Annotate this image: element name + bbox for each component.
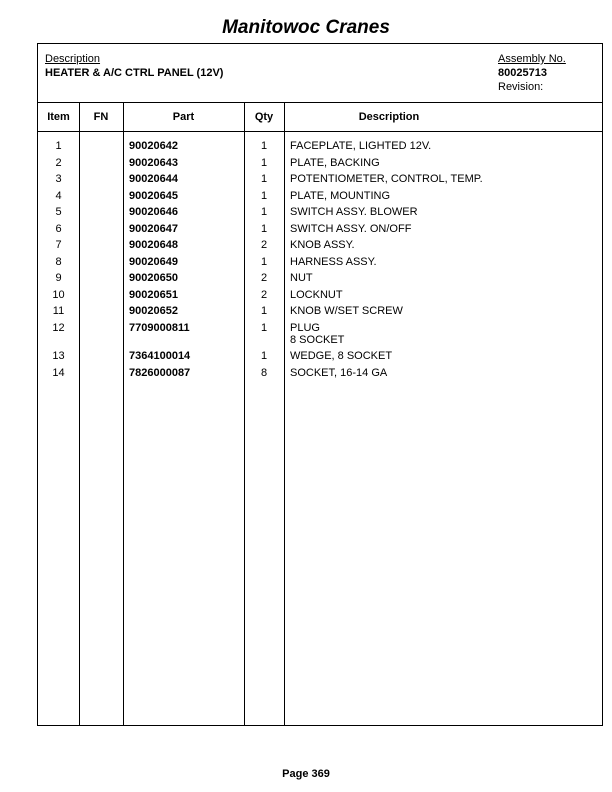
- description-cell: WEDGE, 8 SOCKET: [290, 350, 393, 362]
- item-cell: 4: [55, 189, 62, 202]
- parts-list-frame: [37, 43, 603, 726]
- assembly-label: Assembly No.: [498, 53, 566, 65]
- part-cell: 90020645: [129, 189, 178, 202]
- part-cell: 90020643: [129, 156, 178, 169]
- qty-cell: 1: [260, 222, 268, 235]
- part-cell: 90020649: [129, 255, 178, 268]
- qty-cell: 1: [260, 255, 268, 268]
- item-cell: 6: [55, 222, 62, 235]
- table-row: [38, 171, 602, 188]
- part-cell: 90020651: [129, 288, 178, 301]
- item-cell: 1: [55, 140, 62, 152]
- revision-label: Revision:: [498, 81, 544, 93]
- column-header-description: Description: [358, 111, 420, 123]
- qty-cell: 2: [260, 239, 268, 251]
- description-cell: PLATE, BACKING: [290, 156, 380, 169]
- table-row: [38, 303, 602, 320]
- item-cell: 5: [55, 206, 62, 218]
- qty-cell: 1: [260, 173, 268, 185]
- description-cell: PLUG 8 SOCKET: [290, 321, 345, 346]
- description-cell: KNOB W/SET SCREW: [290, 305, 403, 317]
- qty-cell: 8: [260, 366, 268, 379]
- item-cell: 9: [55, 272, 62, 284]
- qty-cell: 1: [260, 156, 268, 169]
- description-cell: LOCKNUT: [290, 288, 343, 301]
- part-cell: 90020650: [129, 272, 178, 284]
- description-cell: SWITCH ASSY. ON/OFF: [290, 222, 412, 235]
- part-cell: 90020642: [129, 140, 178, 152]
- item-cell: 10: [52, 288, 65, 301]
- description-cell: FACEPLATE, LIGHTED 12V.: [290, 140, 432, 152]
- description-cell: PLATE, MOUNTING: [290, 189, 391, 202]
- qty-cell: 1: [260, 305, 268, 317]
- qty-cell: 1: [260, 189, 268, 202]
- assembly-value: 80025713: [498, 67, 547, 79]
- assembly-header: [38, 44, 602, 103]
- column-header-fn: FN: [93, 111, 109, 123]
- part-cell: 90020646: [129, 206, 178, 218]
- table-row: [38, 254, 602, 271]
- description-cell: SOCKET, 16-14 GA: [290, 366, 388, 379]
- item-cell: 13: [52, 350, 65, 362]
- table-row: [38, 270, 602, 287]
- description-cell: SWITCH ASSY. BLOWER: [290, 206, 418, 218]
- part-cell: 90020644: [129, 173, 178, 185]
- description-label: Description: [45, 53, 101, 65]
- item-cell: 12: [52, 321, 65, 334]
- description-value: HEATER & A/C CTRL PANEL (12V): [45, 67, 224, 79]
- table-row: [38, 221, 602, 238]
- table-row: [38, 320, 602, 349]
- table-row: [38, 204, 602, 221]
- parts-table-body: [38, 138, 602, 381]
- item-cell: 11: [52, 305, 65, 317]
- table-row: [38, 287, 602, 304]
- column-header-qty: Qty: [254, 111, 274, 123]
- table-row: [38, 348, 602, 365]
- brand-title: Manitowoc Cranes: [222, 17, 390, 38]
- description-cell: POTENTIOMETER, CONTROL, TEMP.: [290, 173, 483, 185]
- qty-cell: 1: [260, 206, 268, 218]
- qty-cell: 1: [260, 140, 268, 152]
- qty-cell: 2: [260, 272, 268, 284]
- description-cell: HARNESS ASSY.: [290, 255, 377, 268]
- qty-cell: 1: [260, 321, 268, 334]
- item-cell: 8: [55, 255, 62, 268]
- table-row: [38, 138, 602, 155]
- description-cell: NUT: [290, 272, 313, 284]
- item-cell: 14: [52, 366, 65, 379]
- table-row: [38, 188, 602, 205]
- part-cell: 90020647: [129, 222, 178, 235]
- part-cell: 7709000811: [129, 321, 190, 334]
- item-cell: 3: [55, 173, 62, 185]
- part-cell: 7826000087: [129, 366, 191, 379]
- part-cell: 7364100014: [129, 350, 191, 362]
- part-cell: 90020652: [129, 305, 178, 317]
- table-row: [38, 365, 602, 382]
- column-header-part: Part: [172, 111, 195, 123]
- item-cell: 2: [55, 156, 62, 169]
- qty-cell: 1: [260, 350, 268, 362]
- description-cell: KNOB ASSY.: [290, 239, 355, 251]
- table-row: [38, 237, 602, 254]
- column-header-item: Item: [47, 111, 70, 123]
- qty-cell: 2: [260, 288, 268, 301]
- table-row: [38, 155, 602, 172]
- part-cell: 90020648: [129, 239, 178, 251]
- page-number: Page 369: [282, 768, 330, 780]
- item-cell: 7: [55, 239, 62, 251]
